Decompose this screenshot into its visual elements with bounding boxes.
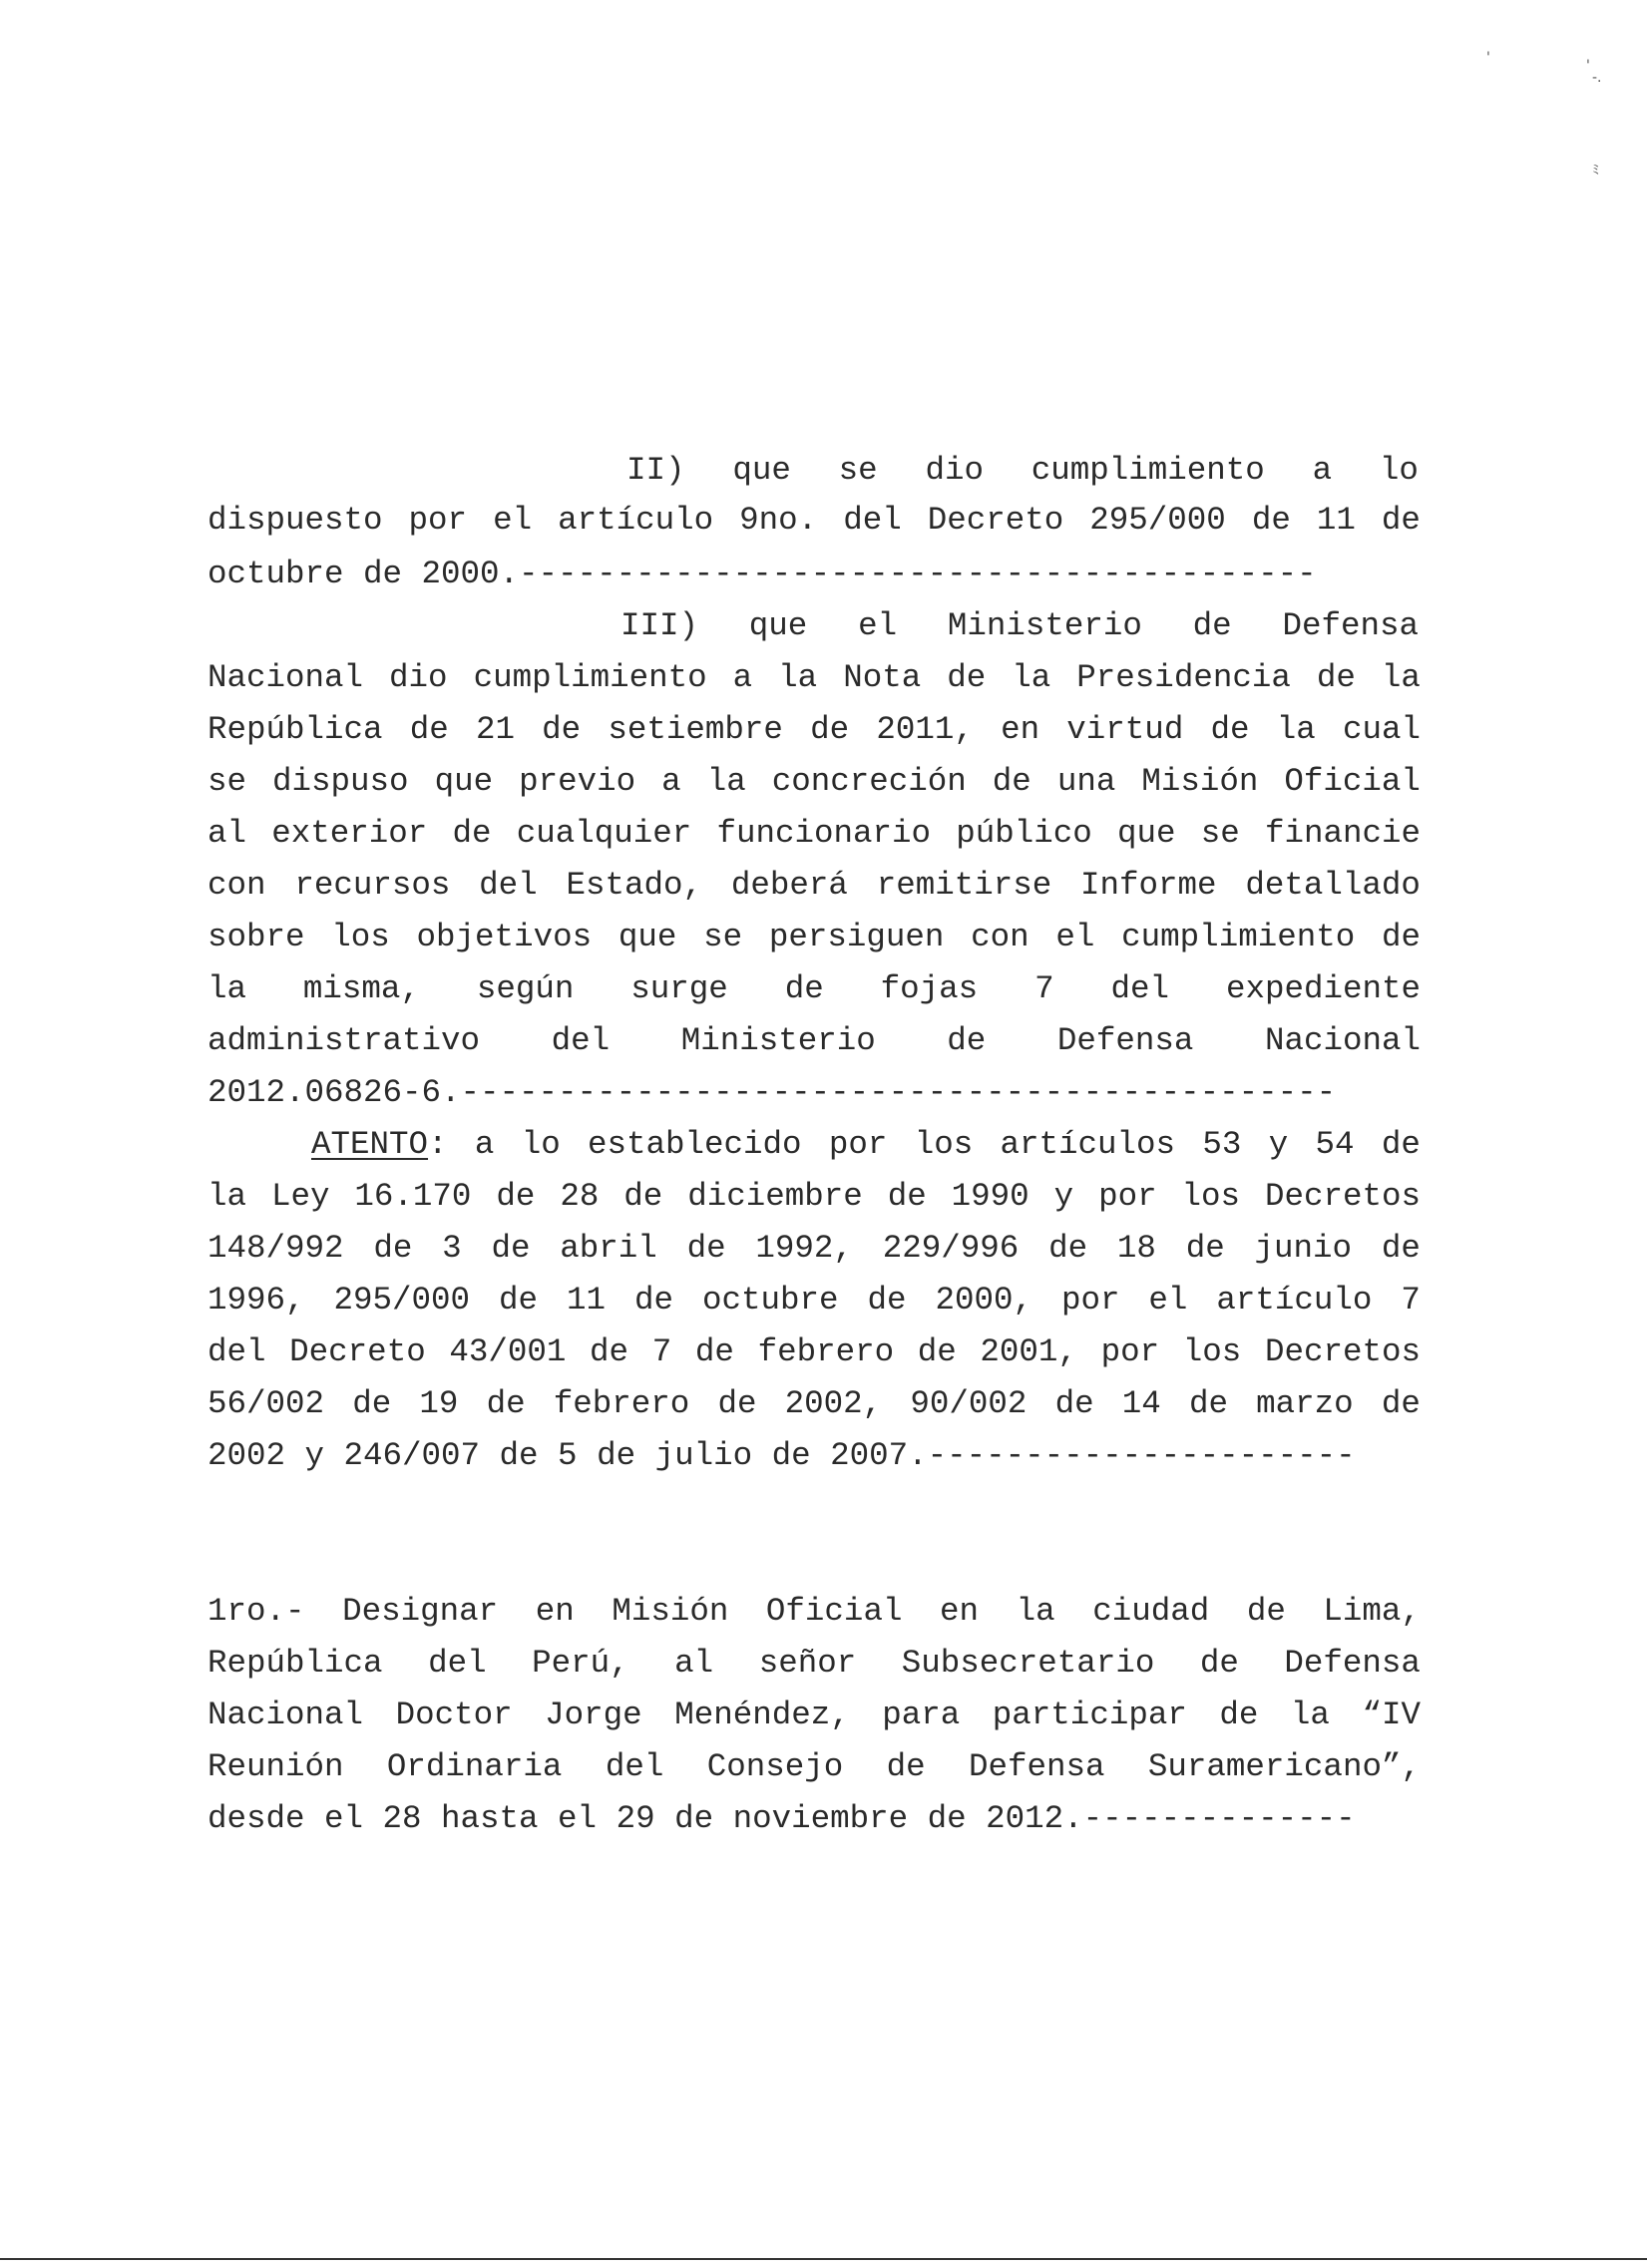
word: de bbox=[1381, 1385, 1421, 1422]
word: exterior bbox=[271, 815, 428, 852]
resuelve-heading bbox=[662, 1540, 1061, 1580]
word: participar bbox=[992, 1697, 1187, 1733]
president-heading bbox=[531, 1488, 1229, 1528]
word: 16.170 bbox=[354, 1178, 472, 1215]
word: Oficial bbox=[1284, 763, 1421, 800]
word: al bbox=[207, 815, 247, 852]
word: por bbox=[408, 502, 468, 539]
word: febrero bbox=[553, 1385, 690, 1422]
word: del bbox=[479, 867, 538, 904]
paragraph-ii-line-2 bbox=[207, 501, 1421, 541]
word: Consejo bbox=[706, 1748, 844, 1785]
word: Reunión bbox=[207, 1748, 344, 1785]
word: que bbox=[748, 607, 808, 644]
word: de bbox=[947, 659, 987, 696]
word: de bbox=[633, 1282, 673, 1319]
word: de bbox=[1210, 711, 1250, 748]
word: la bbox=[1016, 1593, 1055, 1630]
word: Defensa bbox=[1056, 1022, 1194, 1059]
resolution-1-line-2 bbox=[207, 1644, 1421, 1684]
word: la bbox=[207, 970, 247, 1007]
atento-line-3 bbox=[207, 1229, 1421, 1269]
word: de bbox=[686, 1230, 726, 1267]
word: en bbox=[940, 1593, 980, 1630]
word: de bbox=[1048, 1230, 1088, 1267]
word: funcionario bbox=[716, 815, 932, 852]
paragraph-ii-line-3: octubre de 2000.----------------------------------------- bbox=[207, 556, 1317, 592]
word: remitirse bbox=[876, 867, 1052, 904]
word: diciembre bbox=[687, 1178, 863, 1215]
word: cumplimiento bbox=[1030, 452, 1265, 489]
word: Decretos bbox=[1264, 1178, 1421, 1215]
word: 2000, bbox=[935, 1282, 1032, 1319]
word: de bbox=[1381, 1126, 1421, 1163]
word: a bbox=[474, 1126, 495, 1163]
word: por bbox=[1098, 1178, 1157, 1215]
scan-mark: ' bbox=[1486, 50, 1490, 66]
word: Perú, bbox=[532, 1645, 629, 1682]
word: en bbox=[1001, 711, 1040, 748]
word: 56/002 bbox=[207, 1385, 325, 1422]
word: Decretos bbox=[1264, 1333, 1421, 1370]
word: del bbox=[428, 1645, 487, 1682]
word: de bbox=[867, 1282, 907, 1319]
word: de bbox=[1192, 607, 1232, 644]
word: 90/002 bbox=[910, 1385, 1028, 1422]
word: los bbox=[1181, 1178, 1241, 1215]
word: 295/000 bbox=[333, 1282, 471, 1319]
word: 1ro.- bbox=[207, 1593, 305, 1630]
word: el bbox=[858, 607, 898, 644]
word: “IV bbox=[1362, 1697, 1421, 1733]
word: con bbox=[971, 919, 1029, 955]
word: abril bbox=[560, 1230, 657, 1267]
word: Decreto bbox=[289, 1333, 426, 1370]
word: surge bbox=[630, 970, 728, 1007]
word: Defensa bbox=[1282, 607, 1419, 644]
word: 148/992 bbox=[207, 1230, 344, 1267]
word: 18 bbox=[1116, 1230, 1156, 1267]
word: la bbox=[1276, 711, 1316, 748]
paragraph-ii-line-1 bbox=[626, 451, 1419, 491]
atento-line-4 bbox=[207, 1281, 1421, 1321]
word: Presidencia bbox=[1076, 659, 1291, 696]
word: por bbox=[1100, 1333, 1160, 1370]
word: según bbox=[476, 970, 575, 1007]
paragraph-iii-line-8 bbox=[207, 969, 1421, 1009]
word: expediente bbox=[1225, 970, 1421, 1007]
word: octubre bbox=[701, 1282, 839, 1319]
word: República bbox=[207, 711, 383, 748]
word: que bbox=[1116, 815, 1176, 852]
word: de bbox=[886, 1748, 926, 1785]
word: los bbox=[331, 919, 390, 955]
word: el bbox=[1148, 1282, 1188, 1319]
word: a bbox=[661, 763, 681, 800]
word: artículo bbox=[558, 502, 714, 539]
word: de bbox=[887, 1178, 927, 1215]
word: de bbox=[810, 711, 850, 748]
word: de bbox=[590, 1333, 629, 1370]
word: se bbox=[1200, 815, 1240, 852]
word: de bbox=[1219, 1697, 1259, 1733]
word: 21 bbox=[475, 711, 515, 748]
word: 1990 bbox=[951, 1178, 1029, 1215]
word: del bbox=[207, 1333, 266, 1370]
word: lo bbox=[1379, 452, 1419, 489]
bottom-edge-line bbox=[0, 2258, 1647, 2260]
paragraph-iii-line-1 bbox=[620, 606, 1419, 646]
word: Nacional bbox=[207, 1697, 364, 1733]
word: Jorge bbox=[545, 1697, 642, 1733]
word: virtud bbox=[1066, 711, 1184, 748]
paragraph-iii-line-2 bbox=[207, 658, 1421, 698]
word: dispuesto bbox=[207, 502, 383, 539]
word: de bbox=[1381, 502, 1421, 539]
word: febrero bbox=[757, 1333, 895, 1370]
word: detallado bbox=[1245, 867, 1421, 904]
word: Decreto bbox=[927, 502, 1064, 539]
word: del bbox=[551, 1022, 611, 1059]
word: de bbox=[1381, 1230, 1421, 1267]
word: misma, bbox=[302, 970, 420, 1007]
word: Ministerio bbox=[947, 607, 1142, 644]
atento-line-6 bbox=[207, 1384, 1421, 1424]
word: objetivos bbox=[416, 919, 593, 955]
word: se bbox=[838, 452, 878, 489]
word: el bbox=[1055, 919, 1095, 955]
word: II) bbox=[626, 452, 685, 489]
word: de bbox=[1246, 1593, 1286, 1630]
word: se bbox=[207, 763, 247, 800]
atento-line-1: ATENTO: a lo establecido por los artículos 53 y 54 de bbox=[311, 1126, 1421, 1163]
word: artículo bbox=[1216, 1282, 1373, 1319]
word: Ordinaria bbox=[386, 1748, 563, 1785]
atento-line-5 bbox=[207, 1332, 1421, 1372]
scan-mark: ﾐ bbox=[1592, 163, 1599, 179]
word: 43/001 bbox=[449, 1333, 567, 1370]
word: 54 bbox=[1315, 1126, 1355, 1163]
word: de bbox=[1185, 1230, 1225, 1267]
word: de bbox=[1054, 1385, 1094, 1422]
word: Nacional bbox=[1264, 1022, 1421, 1059]
word: cualquier bbox=[516, 815, 692, 852]
word: dio bbox=[389, 659, 448, 696]
paragraph-iii-line-3 bbox=[207, 710, 1421, 750]
word: 11 bbox=[1316, 502, 1356, 539]
atento-line-7: 2002 y 246/007 de 5 de julio de 2007.---------------------- bbox=[207, 1437, 1356, 1474]
word: Ministerio bbox=[680, 1022, 876, 1059]
word: de bbox=[499, 1282, 539, 1319]
word: los bbox=[914, 1126, 974, 1163]
word: Defensa bbox=[1284, 1645, 1421, 1682]
word: 2002, bbox=[784, 1385, 883, 1422]
word: de bbox=[373, 1230, 413, 1267]
word: de bbox=[992, 763, 1031, 800]
word: señor bbox=[758, 1645, 857, 1682]
word: y bbox=[1268, 1126, 1289, 1163]
word: 11 bbox=[566, 1282, 606, 1319]
word: el bbox=[493, 502, 533, 539]
word: que bbox=[732, 452, 791, 489]
word: cumplimiento bbox=[473, 659, 707, 696]
word: financie bbox=[1264, 815, 1421, 852]
word: sobre bbox=[207, 919, 305, 955]
word: público bbox=[956, 815, 1092, 852]
word: la bbox=[778, 659, 818, 696]
word: de bbox=[542, 711, 582, 748]
word: de bbox=[496, 1178, 536, 1215]
word: Misión bbox=[1141, 763, 1259, 800]
paragraph-iii-line-6 bbox=[207, 866, 1421, 906]
word: Lima, bbox=[1323, 1593, 1421, 1630]
atento-line-2 bbox=[207, 1177, 1421, 1217]
word: de bbox=[491, 1230, 531, 1267]
word: Misión bbox=[612, 1593, 729, 1630]
word: marzo bbox=[1256, 1385, 1354, 1422]
word: la bbox=[1381, 659, 1421, 696]
word: Menéndez, bbox=[674, 1697, 850, 1733]
paragraph-iii-line-7 bbox=[207, 918, 1421, 957]
word: artículos bbox=[1000, 1126, 1176, 1163]
word: del bbox=[1110, 970, 1170, 1007]
word: ciudad bbox=[1092, 1593, 1210, 1630]
atento-label: ATENTO bbox=[311, 1126, 429, 1163]
word: setiembre bbox=[608, 711, 783, 748]
word: cumplimiento bbox=[1121, 919, 1356, 955]
word: del bbox=[843, 502, 902, 539]
word: fojas bbox=[880, 970, 979, 1007]
word: con bbox=[207, 867, 266, 904]
word: 7 bbox=[651, 1333, 672, 1370]
word: los bbox=[1182, 1333, 1242, 1370]
word: concreción bbox=[771, 763, 967, 800]
paragraph-iii-line-5 bbox=[207, 814, 1421, 854]
word: de bbox=[717, 1385, 757, 1422]
word: Informe bbox=[1080, 867, 1217, 904]
paragraph-iii-line-4 bbox=[207, 762, 1421, 802]
word: de bbox=[1251, 502, 1291, 539]
word: de bbox=[623, 1178, 663, 1215]
word: de bbox=[409, 711, 449, 748]
word: establecido bbox=[588, 1126, 802, 1163]
word: a bbox=[1312, 452, 1333, 489]
word: 2001, bbox=[980, 1333, 1077, 1370]
word: dispuso bbox=[272, 763, 409, 800]
word: por bbox=[828, 1126, 888, 1163]
word: III) bbox=[620, 607, 699, 644]
word: 229/996 bbox=[882, 1230, 1020, 1267]
word: junio bbox=[1254, 1230, 1353, 1267]
paragraph-iii-line-10: 2012.06826-6.--------------------------------------------- bbox=[207, 1074, 1337, 1111]
word: deberá bbox=[730, 867, 848, 904]
word: de bbox=[1188, 1385, 1228, 1422]
word: recursos bbox=[294, 867, 451, 904]
word: la bbox=[706, 763, 746, 800]
word: de bbox=[1199, 1645, 1239, 1682]
word: de bbox=[452, 815, 492, 852]
word: 295/000 bbox=[1089, 502, 1226, 539]
word: del bbox=[605, 1748, 664, 1785]
word: una bbox=[1056, 763, 1116, 800]
word: la bbox=[207, 1178, 247, 1215]
word: Oficial bbox=[765, 1593, 903, 1630]
word: Nacional bbox=[207, 659, 364, 696]
word: administrativo bbox=[207, 1022, 481, 1059]
resolution-1-line-5: desde el 28 hasta el 29 de noviembre de 2012.-------------- bbox=[207, 1800, 1356, 1837]
resolution-1-line-4 bbox=[207, 1747, 1421, 1787]
word: 19 bbox=[419, 1385, 459, 1422]
word: lo bbox=[521, 1126, 561, 1163]
word: previo bbox=[519, 763, 636, 800]
word: 1992, bbox=[755, 1230, 853, 1267]
word: de bbox=[947, 1022, 987, 1059]
word: Doctor bbox=[395, 1697, 513, 1733]
paragraph-iii-line-9 bbox=[207, 1021, 1421, 1061]
word: 28 bbox=[560, 1178, 600, 1215]
word: 3 bbox=[442, 1230, 462, 1267]
word: Subsecretario bbox=[901, 1645, 1155, 1682]
word: Designar bbox=[342, 1593, 499, 1630]
word: 1996, bbox=[207, 1282, 305, 1319]
word: la bbox=[1012, 659, 1051, 696]
word: a bbox=[732, 659, 753, 696]
word: Suramericano”, bbox=[1147, 1748, 1421, 1785]
scan-mark: ' bbox=[1586, 58, 1590, 74]
word: de bbox=[486, 1385, 526, 1422]
word: de bbox=[917, 1333, 957, 1370]
word: se bbox=[703, 919, 743, 955]
word: 7 bbox=[1034, 970, 1054, 1007]
word: Nota bbox=[843, 659, 922, 696]
word: de bbox=[784, 970, 824, 1007]
word: 9no. bbox=[739, 502, 818, 539]
word: al bbox=[674, 1645, 714, 1682]
word: para bbox=[882, 1697, 961, 1733]
word: 14 bbox=[1121, 1385, 1161, 1422]
word: República bbox=[207, 1645, 383, 1682]
word: de bbox=[1381, 919, 1421, 955]
word: en bbox=[535, 1593, 575, 1630]
word: cual bbox=[1342, 711, 1421, 748]
word: 53 bbox=[1202, 1126, 1242, 1163]
word: por bbox=[1060, 1282, 1120, 1319]
scan-mark: -. bbox=[1592, 70, 1602, 86]
word: persiguen bbox=[768, 919, 945, 955]
word: dio bbox=[925, 452, 984, 489]
word: Ley bbox=[270, 1178, 330, 1215]
word: que bbox=[434, 763, 494, 800]
word: de bbox=[1316, 659, 1356, 696]
word: 2011, bbox=[876, 711, 974, 748]
resolution-1-line-1 bbox=[207, 1592, 1421, 1632]
word: Defensa bbox=[969, 1748, 1105, 1785]
word: de bbox=[352, 1385, 392, 1422]
word: y bbox=[1053, 1178, 1074, 1215]
word: que bbox=[618, 919, 677, 955]
word: Estado, bbox=[566, 867, 703, 904]
word: la bbox=[1290, 1697, 1330, 1733]
resolution-1-line-3 bbox=[207, 1696, 1421, 1735]
word: de bbox=[694, 1333, 734, 1370]
word: 7 bbox=[1401, 1282, 1421, 1319]
